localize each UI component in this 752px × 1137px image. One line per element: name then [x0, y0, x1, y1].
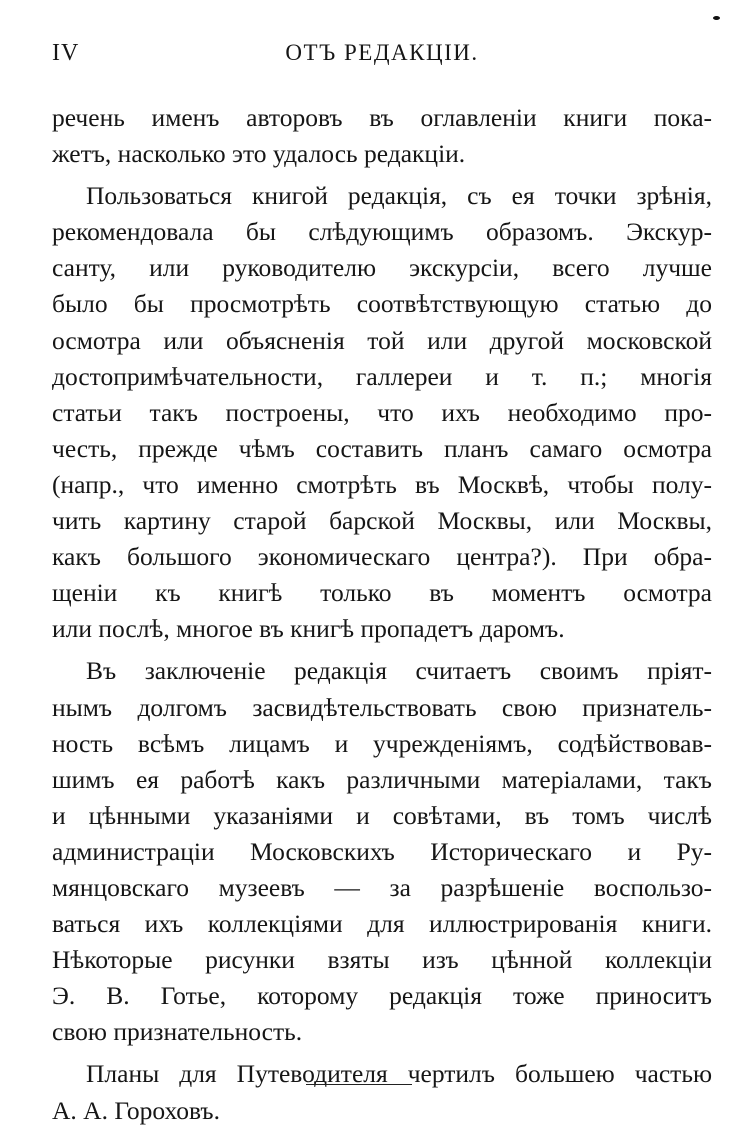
text-line: достопримѣчательности, галлереи и т. п.; многія [52, 361, 712, 391]
page-number: IV [52, 40, 80, 66]
text-line: чить картину старой барской Москвы, или Москвы, [52, 506, 712, 536]
text-line: какъ большого экономическаго центра?). При обра- [52, 542, 712, 572]
closing-rule [306, 1084, 412, 1085]
paragraph-4 [52, 1056, 712, 1128]
text-line: рекомендовала бы слѣдующимъ образомъ. Экскур- [52, 217, 712, 247]
text-line: администраціи Московскихъ Историческаго и Ру- [52, 836, 712, 866]
text-line: Э. В. Готье, которому редакція тоже приноситъ [52, 981, 712, 1011]
text-line: и цѣнными указаніями и совѣтами, въ томъ числѣ [52, 800, 712, 830]
text-line: речень именъ авторовъ въ оглавленіи книги пока- [52, 103, 712, 132]
paragraph-3 [52, 653, 712, 1050]
text-line: Въ заключеніе редакція считаетъ своимъ пріят- [86, 656, 712, 686]
text-line: ность всѣмъ лицамъ и учрежденіямъ, содѣйствовав- [52, 728, 712, 758]
paragraph-1 [52, 100, 712, 172]
text-line: (напр., что именно смотрѣть въ Москвѣ, чтобы полу- [52, 469, 712, 499]
page-header [52, 40, 712, 80]
text-line: было бы просмотрѣть соотвѣтствующую статью до [52, 289, 712, 319]
text-line: Нѣкоторые рисунки взяты изъ цѣнной коллекціи [52, 945, 712, 975]
text-line: Пользоваться книгой редакція, съ ея точки зрѣнія, [86, 181, 712, 211]
body-text [52, 100, 712, 1129]
paragraph-2 [52, 178, 712, 647]
text-line: свою признательность. [52, 1017, 303, 1047]
ink-speck [713, 16, 720, 20]
text-line: мянцовскаго музеевъ — за разрѣшеніе воспользо- [52, 872, 712, 902]
text-line: шимъ ея работѣ какъ различными матеріалами, такъ [52, 764, 712, 794]
text-line: ваться ихъ коллекціями для иллюстрированія книги. [52, 909, 712, 939]
text-line: Планы для Путеводителя чертилъ большею частью [86, 1059, 712, 1089]
text-line: осмотра или объясненія той или другой московской [52, 325, 712, 355]
text-line: щеніи къ книгѣ только въ моментъ осмотра [52, 578, 712, 608]
running-title: ОТЪ РЕДАКЦІИ. [285, 40, 479, 65]
text-line: А. А. Гороховъ. [52, 1095, 220, 1125]
text-line: честь, прежде чѣмъ составить планъ самаго осмотра [52, 433, 712, 463]
text-line: жетъ, насколько это удалось редакціи. [52, 139, 466, 169]
text-line: нымъ долгомъ засвидѣтельствовать свою признатель- [52, 692, 712, 722]
text-line: статьи такъ построены, что ихъ необходимо про- [52, 397, 712, 427]
text-line: санту, или руководителю экскурсіи, всего лучше [52, 253, 712, 283]
text-line: или послѣ, многое въ книгѣ пропадетъ даромъ. [52, 614, 565, 644]
